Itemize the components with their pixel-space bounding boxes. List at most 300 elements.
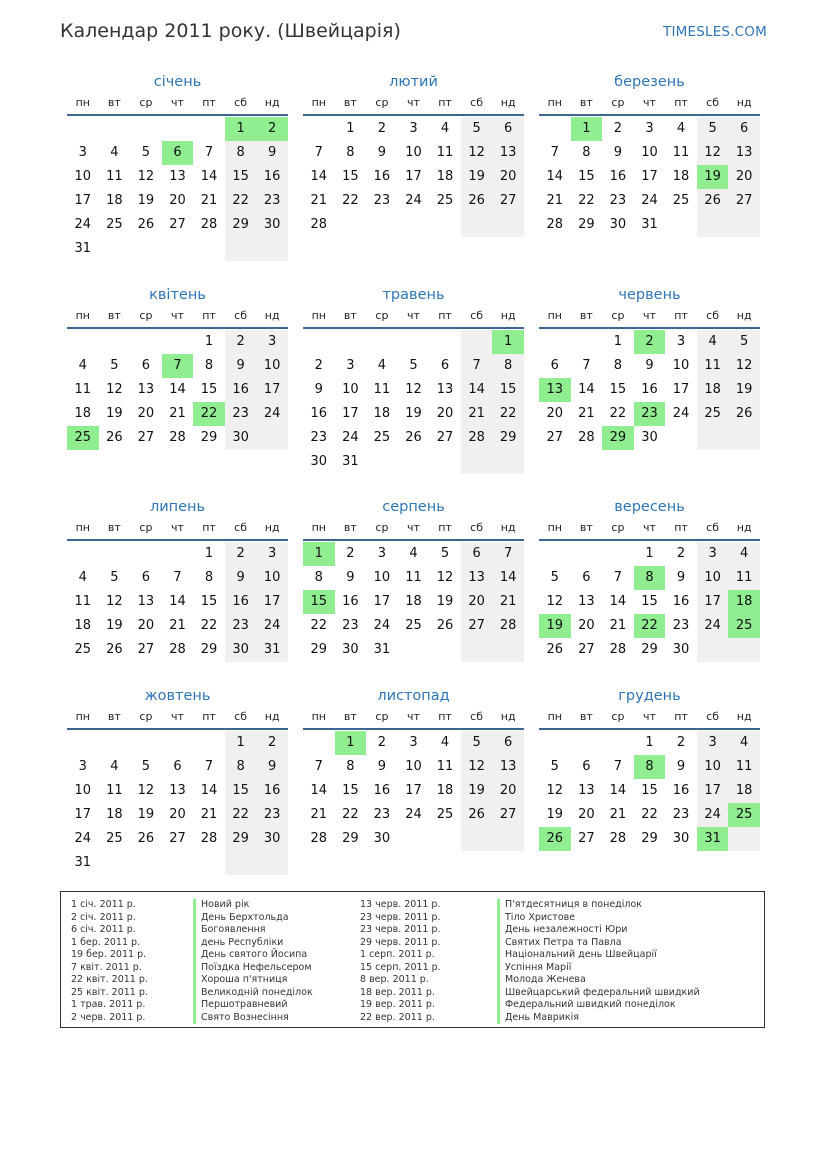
day-cell: 28: [310, 831, 328, 846]
day-cell: 13: [578, 783, 595, 798]
empty-cell: [67, 731, 99, 755]
day-cell: 4: [728, 542, 760, 566]
day-cell: 8: [346, 145, 355, 160]
empty-cell: [539, 731, 571, 755]
day-cell: 31: [373, 642, 391, 657]
day-cell: 21: [200, 193, 218, 208]
day-cell: 4: [728, 731, 760, 755]
day-cell: 26: [728, 402, 760, 426]
empty-cell: [130, 731, 162, 755]
day-cell: 11: [672, 145, 690, 160]
empty-cell: [398, 827, 430, 851]
day-cell: 11: [373, 382, 391, 397]
holiday-day-cell: 1: [571, 117, 603, 141]
legend-row: Федеральний швидкий понеділок: [505, 999, 676, 1010]
legend-row: 2 січ. 2011 р.: [71, 911, 136, 923]
day-cell: 21: [169, 618, 186, 633]
legend-row: Новий рік: [201, 899, 250, 910]
day-cell: 16: [225, 378, 257, 402]
day-cell: 17: [697, 779, 729, 803]
day-cell: 8: [204, 570, 214, 585]
empty-cell: [256, 851, 288, 875]
empty-cell: [461, 330, 493, 354]
weekday-label: нд: [736, 521, 752, 534]
day-cell: 11: [106, 783, 123, 798]
legend-row: П'ятдесятниця в понеділок: [505, 899, 643, 910]
day-cell: 17: [74, 807, 92, 822]
day-cell: 29: [641, 831, 658, 846]
day-cell: 3: [645, 121, 654, 136]
day-cell: 25: [697, 402, 729, 426]
legend-dates-left: [71, 899, 148, 1024]
day-cell: 16: [310, 406, 328, 421]
weekday-header: [539, 708, 760, 728]
weekday-label: пт: [438, 710, 452, 723]
day-cell: 14: [310, 783, 328, 798]
weekday-header: [67, 94, 288, 114]
day-cell: 15: [225, 779, 257, 803]
day-cell: 30: [310, 454, 328, 469]
weekday-label: ср: [611, 96, 625, 109]
day-cell: 3: [697, 731, 729, 755]
day-cell: 27: [728, 189, 760, 213]
day-cell: 12: [461, 755, 493, 779]
month-divider: [539, 327, 760, 329]
day-cell: 18: [106, 193, 123, 208]
day-cell: 17: [256, 590, 288, 614]
day-cell: 25: [436, 807, 454, 822]
day-cell: 18: [436, 169, 454, 184]
day-grid: [539, 330, 760, 450]
day-cell: 23: [373, 807, 391, 822]
month-3: [539, 72, 760, 237]
legend-row: 15 серп. 2011 р.: [360, 961, 441, 973]
day-cell: 10: [342, 382, 359, 397]
holiday-day-cell: 26: [539, 827, 571, 851]
weekday-header: [539, 94, 760, 114]
empty-cell: [728, 426, 760, 450]
weekday-label: нд: [736, 710, 752, 723]
day-cell: 18: [373, 406, 391, 421]
day-cell: 13: [461, 566, 493, 590]
legend-row: 7 квіт. 2011 р.: [71, 961, 142, 973]
day-cell: 8: [225, 141, 257, 165]
day-cell: 24: [74, 217, 92, 232]
weekday-label: пт: [674, 521, 688, 534]
day-cell: 14: [169, 382, 186, 397]
holiday-day-cell: 8: [634, 755, 666, 779]
day-cell: 29: [342, 831, 359, 846]
day-cell: 11: [74, 382, 92, 397]
day-cell: 29: [225, 213, 257, 237]
day-cell: 8: [613, 358, 623, 373]
weekday-label: сб: [470, 309, 484, 322]
day-cell: 18: [74, 618, 92, 633]
weekday-label: чт: [171, 309, 184, 322]
empty-cell: [130, 542, 162, 566]
empty-cell: [539, 542, 571, 566]
day-cell: 4: [697, 330, 729, 354]
legend-row: день Республіки: [201, 936, 284, 948]
weekday-header: [539, 519, 760, 539]
day-cell: 9: [225, 354, 257, 378]
month-name: березень: [614, 74, 685, 90]
day-cell: 5: [141, 759, 151, 774]
weekday-label: вт: [107, 710, 121, 723]
legend-row: Швейцарський федеральний швидкий: [505, 986, 700, 998]
day-cell: 17: [256, 378, 288, 402]
day-cell: 30: [641, 430, 658, 445]
day-cell: 11: [74, 594, 92, 609]
legend-row: 22 квіт. 2011 р.: [71, 974, 148, 985]
legend-dates-right: [360, 899, 441, 1024]
day-cell: 28: [169, 430, 186, 445]
day-cell: 11: [728, 566, 760, 590]
month-6: [539, 285, 760, 450]
empty-cell: [303, 731, 335, 755]
day-cell: 28: [578, 430, 595, 445]
day-cell: 22: [200, 618, 218, 633]
holiday-day-cell: 15: [303, 590, 335, 614]
legend-row: День незалежності Юри: [505, 924, 628, 935]
day-cell: 18: [106, 807, 123, 822]
day-cell: 26: [137, 217, 155, 232]
empty-cell: [539, 330, 571, 354]
weekday-label: пн: [311, 96, 326, 109]
day-grid: [303, 117, 524, 237]
holiday-day-cell: 25: [728, 803, 760, 827]
day-cell: 1: [204, 546, 214, 561]
day-cell: 9: [256, 755, 288, 779]
weekday-label: нд: [500, 96, 516, 109]
day-cell: 19: [546, 807, 564, 822]
day-cell: 17: [697, 590, 729, 614]
day-cell: 9: [377, 145, 387, 160]
day-cell: 12: [137, 169, 155, 184]
day-cell: 6: [440, 358, 450, 373]
day-grid: [303, 731, 524, 851]
empty-cell: [303, 330, 335, 354]
empty-cell: [162, 117, 194, 141]
holiday-day-cell: 6: [162, 141, 194, 165]
day-cell: 19: [436, 594, 454, 609]
day-cell: 7: [314, 759, 323, 774]
day-cell: 17: [641, 169, 658, 184]
weekday-label: пн: [75, 96, 90, 109]
day-cell: 27: [169, 217, 186, 232]
empty-cell: [99, 117, 131, 141]
legend-row: 19 вер. 2011 р.: [360, 999, 435, 1010]
empty-cell: [429, 638, 461, 662]
day-cell: 12: [137, 783, 155, 798]
empty-cell: [697, 213, 729, 237]
weekday-label: чт: [643, 309, 656, 322]
day-cell: 29: [578, 217, 595, 232]
weekday-label: пн: [75, 710, 90, 723]
day-cell: 29: [225, 827, 257, 851]
holiday-day-cell: 29: [602, 426, 634, 450]
day-cell: 12: [106, 382, 123, 397]
day-cell: 12: [546, 594, 564, 609]
day-cell: 30: [256, 213, 288, 237]
day-cell: 15: [342, 783, 359, 798]
weekday-label: вт: [579, 309, 593, 322]
day-cell: 19: [461, 165, 493, 189]
legend-row: День святого Йосипа: [201, 949, 308, 960]
day-cell: 24: [256, 614, 288, 638]
empty-cell: [492, 213, 524, 237]
holiday-day-cell: 8: [634, 566, 666, 590]
day-cell: 30: [609, 217, 627, 232]
day-cell: 5: [550, 570, 559, 585]
empty-cell: [539, 117, 571, 141]
day-cell: 14: [609, 783, 627, 798]
day-cell: 5: [409, 358, 418, 373]
empty-cell: [665, 213, 697, 237]
day-cell: 15: [342, 169, 359, 184]
day-cell: 22: [342, 807, 359, 822]
empty-cell: [429, 827, 461, 851]
day-cell: 25: [373, 430, 391, 445]
day-cell: 23: [373, 193, 391, 208]
day-cell: 13: [137, 594, 155, 609]
legend-row: Святих Петра та Павла: [505, 936, 622, 948]
legend-row: 23 черв. 2011 р.: [360, 911, 441, 923]
weekday-label: сб: [470, 96, 484, 109]
weekday-label: чт: [171, 521, 184, 534]
weekday-label: пн: [311, 309, 326, 322]
day-cell: 10: [256, 354, 288, 378]
weekday-label: вт: [579, 521, 593, 534]
day-cell: 6: [461, 542, 493, 566]
empty-cell: [697, 426, 729, 450]
weekday-label: пт: [674, 96, 688, 109]
day-cell: 28: [200, 217, 218, 232]
day-cell: 30: [373, 831, 391, 846]
empty-cell: [67, 330, 99, 354]
legend-row: 23 черв. 2011 р.: [360, 924, 441, 935]
day-cell: 12: [546, 783, 564, 798]
day-cell: 11: [436, 145, 454, 160]
month-11: [303, 686, 524, 851]
day-cell: 2: [676, 735, 686, 750]
day-cell: 13: [436, 382, 454, 397]
day-cell: 16: [672, 594, 690, 609]
day-cell: 27: [492, 189, 524, 213]
day-cell: 24: [256, 402, 288, 426]
day-cell: 16: [225, 590, 257, 614]
month-12: [539, 686, 760, 851]
weekday-label: сб: [234, 96, 248, 109]
empty-cell: [728, 638, 760, 662]
day-cell: 7: [613, 759, 623, 774]
legend-row: 1 січ. 2011 р.: [71, 899, 136, 910]
day-cell: 9: [225, 566, 257, 590]
holiday-day-cell: 19: [539, 614, 571, 638]
day-cell: 16: [342, 594, 359, 609]
holiday-legend: [60, 891, 765, 1028]
month-name: листопад: [377, 688, 450, 704]
empty-cell: [225, 237, 257, 261]
day-cell: 26: [106, 430, 123, 445]
day-cell: 9: [377, 759, 387, 774]
month-9: [539, 497, 760, 662]
weekday-label: сб: [470, 521, 484, 534]
day-cell: 5: [728, 330, 760, 354]
day-cell: 21: [578, 406, 595, 421]
day-cell: 14: [200, 783, 218, 798]
legend-names-right: [497, 899, 700, 1024]
day-cell: 23: [225, 402, 257, 426]
day-cell: 28: [169, 642, 186, 657]
day-cell: 25: [405, 618, 422, 633]
holiday-day-cell: 2: [634, 330, 666, 354]
day-cell: 2: [377, 121, 387, 136]
day-cell: 22: [578, 193, 595, 208]
day-cell: 6: [173, 759, 182, 774]
day-cell: 7: [204, 145, 214, 160]
weekday-label: чт: [171, 710, 184, 723]
empty-cell: [366, 450, 398, 474]
day-cell: 26: [546, 642, 564, 657]
day-cell: 9: [645, 358, 654, 373]
day-cell: 19: [461, 779, 493, 803]
legend-row: Першотравневий: [201, 999, 288, 1010]
day-cell: 13: [137, 382, 155, 397]
day-cell: 6: [141, 358, 151, 373]
empty-cell: [571, 542, 603, 566]
day-cell: 24: [405, 807, 422, 822]
day-cell: 2: [377, 735, 387, 750]
day-cell: 6: [728, 117, 760, 141]
empty-cell: [193, 731, 225, 755]
weekday-label: пт: [202, 96, 216, 109]
site-link[interactable]: TIMESLES.COM: [663, 24, 767, 40]
day-cell: 29: [200, 430, 218, 445]
day-cell: 2: [613, 121, 623, 136]
empty-cell: [492, 638, 524, 662]
day-cell: 2: [225, 542, 257, 566]
day-cell: 1: [645, 546, 654, 561]
empty-cell: [67, 542, 99, 566]
day-cell: 27: [436, 430, 454, 445]
day-cell: 10: [74, 169, 92, 184]
weekday-label: нд: [500, 309, 516, 322]
weekday-label: вт: [107, 96, 121, 109]
month-name: грудень: [618, 688, 681, 704]
legend-row: Богоявлення: [201, 924, 266, 935]
empty-cell: [571, 330, 603, 354]
day-cell: 21: [461, 402, 493, 426]
day-cell: 1: [346, 121, 355, 136]
weekday-label: пт: [202, 309, 216, 322]
day-cell: 18: [74, 406, 92, 421]
weekday-label: сб: [706, 521, 720, 534]
day-grid: [67, 731, 288, 875]
day-cell: 7: [314, 145, 323, 160]
day-cell: 9: [256, 141, 288, 165]
day-cell: 7: [173, 570, 182, 585]
empty-cell: [665, 426, 697, 450]
weekday-label: нд: [736, 96, 752, 109]
legend-row: Великодній понеділок: [201, 986, 313, 998]
page-title: Календар 2011 року. (Швейцарія): [60, 20, 401, 42]
empty-cell: [398, 213, 430, 237]
weekday-label: нд: [264, 521, 280, 534]
weekday-label: пт: [438, 521, 452, 534]
weekday-label: пн: [311, 710, 326, 723]
empty-cell: [366, 330, 398, 354]
day-cell: 10: [697, 566, 729, 590]
weekday-label: пн: [311, 521, 326, 534]
day-cell: 23: [310, 430, 328, 445]
day-cell: 24: [373, 618, 391, 633]
holiday-day-cell: 31: [697, 827, 729, 851]
day-cell: 9: [676, 570, 686, 585]
day-cell: 20: [169, 807, 186, 822]
holiday-day-cell: 22: [634, 614, 666, 638]
weekday-label: нд: [736, 309, 752, 322]
day-cell: 22: [492, 402, 524, 426]
weekday-label: пт: [674, 710, 688, 723]
day-cell: 27: [137, 642, 155, 657]
empty-cell: [162, 731, 194, 755]
legend-row: 8 вер. 2011 р.: [360, 974, 429, 985]
day-cell: 14: [310, 169, 328, 184]
month-divider: [539, 728, 760, 730]
day-cell: 7: [582, 358, 591, 373]
day-cell: 5: [141, 145, 151, 160]
weekday-label: чт: [643, 710, 656, 723]
legend-row: 25 квіт. 2011 р.: [71, 986, 148, 998]
day-cell: 20: [436, 406, 454, 421]
month-name: червень: [618, 287, 681, 303]
empty-cell: [429, 330, 461, 354]
day-cell: 7: [613, 570, 623, 585]
day-cell: 24: [697, 803, 729, 827]
day-cell: 6: [141, 570, 151, 585]
day-cell: 6: [550, 358, 559, 373]
month-divider: [539, 114, 760, 116]
day-cell: 22: [342, 193, 359, 208]
day-cell: 4: [440, 735, 450, 750]
day-cell: 5: [697, 117, 729, 141]
holiday-day-cell: 1: [225, 117, 257, 141]
day-cell: 23: [225, 614, 257, 638]
weekday-header: [303, 307, 524, 327]
day-cell: 3: [409, 121, 418, 136]
day-cell: 19: [137, 193, 155, 208]
day-cell: 14: [609, 594, 627, 609]
month-7: [67, 497, 288, 662]
weekday-label: вт: [343, 96, 357, 109]
day-cell: 6: [492, 731, 524, 755]
day-cell: 12: [106, 594, 123, 609]
weekday-header: [67, 708, 288, 728]
day-cell: 8: [204, 358, 214, 373]
day-cell: 20: [546, 406, 564, 421]
day-cell: 8: [346, 759, 355, 774]
empty-cell: [130, 851, 162, 875]
weekday-label: сб: [706, 96, 720, 109]
empty-cell: [461, 638, 493, 662]
weekday-label: сб: [234, 710, 248, 723]
day-cell: 24: [342, 430, 359, 445]
day-cell: 4: [78, 570, 87, 585]
day-cell: 30: [225, 638, 257, 662]
empty-cell: [429, 450, 461, 474]
day-cell: 26: [106, 642, 123, 657]
